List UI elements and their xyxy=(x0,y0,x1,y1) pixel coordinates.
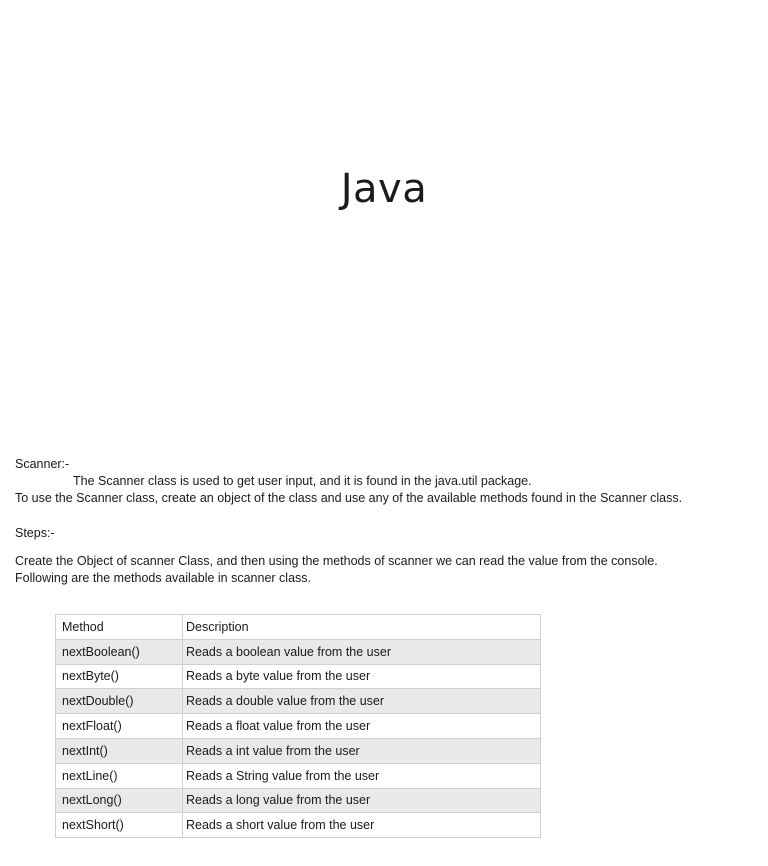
scanner-heading: Scanner:- xyxy=(15,457,70,471)
description-cell: Reads a boolean value from the user xyxy=(183,639,541,664)
description-cell: Reads a double value from the user xyxy=(183,689,541,714)
method-cell: nextBoolean() xyxy=(56,639,183,664)
steps-heading: Steps:- xyxy=(15,526,55,540)
header-description: Description xyxy=(183,615,541,640)
scanner-usage: To use the Scanner class, create an object of the class and use any of the available methods found in the Scanner class. xyxy=(15,491,683,505)
description-cell: Reads a long value from the user xyxy=(183,788,541,813)
method-cell: nextFloat() xyxy=(56,714,183,739)
header-method: Method xyxy=(56,615,183,640)
scanner-description: The Scanner class is used to get user input, and it is found in the java.util package. xyxy=(73,474,532,488)
method-cell: nextByte() xyxy=(56,664,183,689)
table-row xyxy=(56,664,541,689)
methods-table xyxy=(55,614,541,838)
description-cell: Reads a short value from the user xyxy=(183,813,541,838)
description-cell: Reads a float value from the user xyxy=(183,714,541,739)
table-row xyxy=(56,714,541,739)
method-cell: nextInt() xyxy=(56,738,183,763)
method-cell: nextDouble() xyxy=(56,689,183,714)
table-row xyxy=(56,738,541,763)
table-row xyxy=(56,788,541,813)
description-cell: Reads a byte value from the user xyxy=(183,664,541,689)
steps-description: Create the Object of scanner Class, and then using the methods of scanner we can read the value from the console. xyxy=(15,554,658,568)
description-cell: Reads a String value from the user xyxy=(183,763,541,788)
table-row xyxy=(56,639,541,664)
method-cell: nextLong() xyxy=(56,788,183,813)
method-cell: nextLine() xyxy=(56,763,183,788)
table-header-row xyxy=(56,615,541,640)
scanner-section xyxy=(15,456,682,507)
steps-section xyxy=(15,553,658,587)
table-row xyxy=(56,763,541,788)
description-cell: Reads a int value from the user xyxy=(183,738,541,763)
method-cell: nextShort() xyxy=(56,813,183,838)
document-title: Java xyxy=(340,166,428,212)
table-row xyxy=(56,813,541,838)
table-row xyxy=(56,689,541,714)
steps-methods-intro: Following are the methods available in scanner class. xyxy=(15,571,311,585)
